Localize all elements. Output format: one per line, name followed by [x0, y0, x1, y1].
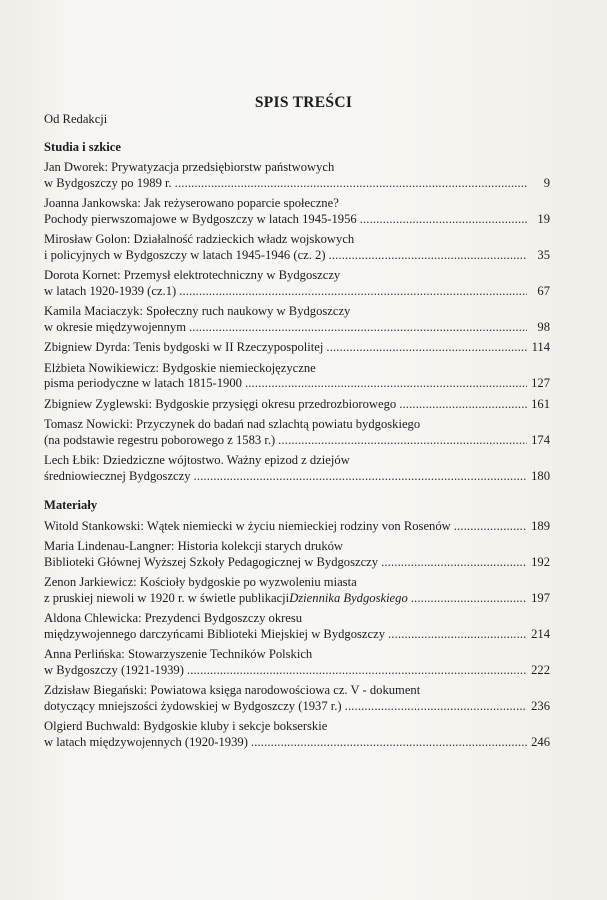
toc-entry [44, 647, 550, 678]
toc-entry-line [44, 340, 550, 356]
toc-leader-dots [411, 591, 527, 607]
toc-entry [44, 304, 550, 335]
toc-entry-line [44, 683, 550, 699]
toc-entry-line [44, 268, 550, 284]
toc-entry [44, 196, 550, 227]
toc-entry-line [44, 232, 550, 248]
toc-entry-line [44, 397, 550, 413]
toc-entry-text: Witold Stankowski: Wątek niemiecki w życiu niemieckiej rodziny von Rosenów [44, 518, 451, 533]
toc-entry-text: w latach międzywojennych (1920-1939) [44, 734, 248, 749]
toc-page-number: 189 [531, 518, 550, 533]
toc-entry-line [44, 627, 550, 643]
toc-entry-text: Zdzisław Biegański: Powiatowa księga narodowościowa cz. V - dokument [44, 683, 421, 697]
toc-entry-line [44, 611, 550, 627]
toc-entry-text: międzywojennego darczyńcami Biblioteki Miejskiej w Bydgoszczy [44, 626, 385, 641]
editorial-note: Od Redakcji [44, 112, 108, 126]
toc-entry-line [44, 196, 550, 212]
toc-entry-line [44, 160, 550, 176]
toc-entry-line [44, 591, 550, 607]
toc-page-number: 35 [537, 247, 550, 262]
toc-entry-line [44, 304, 550, 320]
toc-page-number: 114 [531, 340, 550, 354]
toc-entry-line [44, 519, 550, 535]
toc-entry-line [44, 453, 550, 469]
toc-leader-dots [189, 320, 527, 336]
toc-entry-text: Maria Lindenau-Langner: Historia kolekcji starych druków [44, 539, 344, 553]
toc-leader-dots [278, 433, 527, 449]
toc-page-number: 214 [531, 626, 550, 641]
toc-leader-dots [251, 735, 527, 751]
toc-entry-line [44, 176, 550, 192]
toc-entry-text: w latach 1920-1939 (cz.1) [44, 283, 177, 298]
toc-entry [44, 397, 550, 413]
toc-entry [44, 232, 550, 263]
toc-leader-dots [388, 627, 527, 643]
toc-entry [44, 575, 550, 606]
toc-leader-dots [360, 212, 527, 228]
toc-entry-text: Anna Perlińska: Stowarzyszenie Techników Polskich [44, 647, 313, 661]
toc-entry-line [44, 647, 550, 663]
toc-leader-dots [326, 340, 527, 356]
toc-page-number: 236 [531, 698, 550, 713]
toc-entry-text: z pruskiej niewoli w 1920 r. w świetle publikacji [44, 590, 290, 605]
toc-entry-text: Kamila Maciaczyk: Społeczny ruch naukowy w Bydgoszczy [44, 304, 351, 318]
toc-entry [44, 361, 550, 392]
toc-page-number: 9 [543, 175, 550, 190]
toc-entry-text: i policyjnych w Bydgoszczy w latach 1945-1946 (cz. 2) [44, 247, 326, 262]
toc-leader-dots [175, 176, 527, 192]
toc-entry-text: Biblioteki Głównej Wyższej Szkoły Pedagogicznej w Bydgoszczy [44, 554, 379, 569]
toc-entry-line [44, 320, 550, 336]
toc-entry-line [44, 735, 550, 751]
toc-entry [44, 611, 550, 642]
toc-entry-line [44, 212, 550, 228]
toc-entry-line [44, 284, 550, 300]
toc-entry-line [44, 376, 550, 392]
toc-page-number: 197 [531, 590, 550, 605]
toc-entry-text: Aldona Chlewicka: Prezydenci Bydgoszczy okresu [44, 611, 303, 625]
toc-leader-dots [381, 555, 527, 571]
toc-entry-line [44, 433, 550, 449]
toc-entry-line [44, 719, 550, 735]
toc-entry-text: Zbigniew Dyrda: Tenis bydgoski w II Rzeczypospolitej [44, 340, 324, 354]
toc-entry-text: Jan Dworek: Prywatyzacja przedsiębiorstw państwowych [44, 160, 335, 174]
toc-entry-text: w Bydgoszczy (1921-1939) [44, 662, 184, 677]
toc-leader-dots [187, 663, 527, 679]
toc-entry-line [44, 555, 550, 571]
toc-entry-line [44, 575, 550, 591]
toc-entry-text: Zenon Jarkiewicz: Kościoły bydgoskie po wyzwoleniu miasta [44, 575, 357, 589]
toc-leader-dots [194, 469, 527, 485]
toc-entry-text: Joanna Jankowska: Jak reżyserowano poparcie społeczne? [44, 196, 339, 210]
toc-leader-dots [345, 699, 527, 715]
toc-entry-text: Mirosław Golon: Działalność radzieckich władz wojskowych [44, 232, 355, 246]
toc-entry [44, 719, 550, 750]
toc-entry-line [44, 699, 550, 715]
toc-page-number: 67 [537, 283, 550, 298]
toc-entry-line [44, 539, 550, 555]
toc-page-number: 222 [531, 662, 550, 677]
toc-entry-text: w Bydgoszczy po 1989 r. [44, 175, 172, 190]
toc-entry [44, 453, 550, 484]
section-heading: Materiały [44, 498, 98, 512]
section-heading: Studia i szkice [44, 139, 121, 154]
toc-entry [44, 417, 550, 448]
toc-entry-italic-title: Dziennika Bydgoskiego [289, 590, 408, 605]
toc-entry-line [44, 361, 550, 377]
toc-leader-dots [245, 376, 527, 392]
toc-entry [44, 519, 550, 535]
toc-page-number: 98 [537, 319, 550, 334]
toc-entry [44, 539, 550, 570]
toc-leader-dots [399, 397, 527, 413]
toc-entry [44, 160, 550, 191]
toc-page-number: 192 [531, 554, 550, 569]
toc-entry-text: Dorota Kornet: Przemysł elektrotechniczny w Bydgoszczy [44, 268, 341, 282]
toc-entry-text: Zbigniew Zyglewski: Bydgoskie przysięgi okresu przedrozbiorowego [44, 396, 397, 411]
toc-page-number: 180 [531, 468, 550, 483]
toc-entry-text: (na podstawie regestru poborowego z 1583 r.) [44, 432, 276, 447]
toc-entry-line [44, 469, 550, 485]
table-of-contents [44, 112, 550, 750]
toc-page-number: 19 [537, 211, 550, 226]
toc-leader-dots [329, 248, 527, 264]
toc-entry-text: Elżbieta Nowikiewicz: Bydgoskie niemieckojęzyczne [44, 360, 316, 375]
toc-entry-text: Olgierd Buchwald: Bydgoskie kluby i sekcje bokserskie [44, 719, 328, 733]
toc-page-number: 127 [531, 376, 550, 390]
toc-entry-text: dotyczący mniejszości żydowskiej w Bydgoszczy (1937 r.) [44, 698, 342, 713]
toc-entry [44, 340, 550, 356]
toc-entry-text: Lech Łbik: Dziedziczne wójtostwo. Ważny epizod z dziejów [44, 453, 350, 467]
toc-entry [44, 683, 550, 714]
toc-entry [44, 268, 550, 299]
toc-entry-line [44, 417, 550, 433]
toc-entry-line [44, 663, 550, 679]
toc-leader-dots [179, 284, 527, 300]
toc-entry-text: Tomasz Nowicki: Przyczynek do badań nad szlachtą powiatu bydgoskiego [44, 417, 421, 431]
toc-page-number: 174 [531, 432, 550, 447]
toc-page-number: 246 [531, 734, 550, 749]
toc-entry-line [44, 248, 550, 264]
toc-sections [44, 140, 550, 751]
toc-entry-text: pisma periodyczne w latach 1815-1900 [44, 376, 242, 390]
toc-entry-text: Pochody pierwszomajowe w Bydgoszczy w latach 1945-1956 [44, 211, 357, 226]
toc-leader-dots [454, 519, 527, 535]
toc-entry-text: średniowiecznej Bydgoszczy [44, 468, 191, 483]
toc-entry-text: w okresie międzywojennym [44, 319, 186, 334]
toc-page-number: 161 [531, 396, 550, 411]
page-title: SPIS TREŚCI [254, 94, 353, 111]
